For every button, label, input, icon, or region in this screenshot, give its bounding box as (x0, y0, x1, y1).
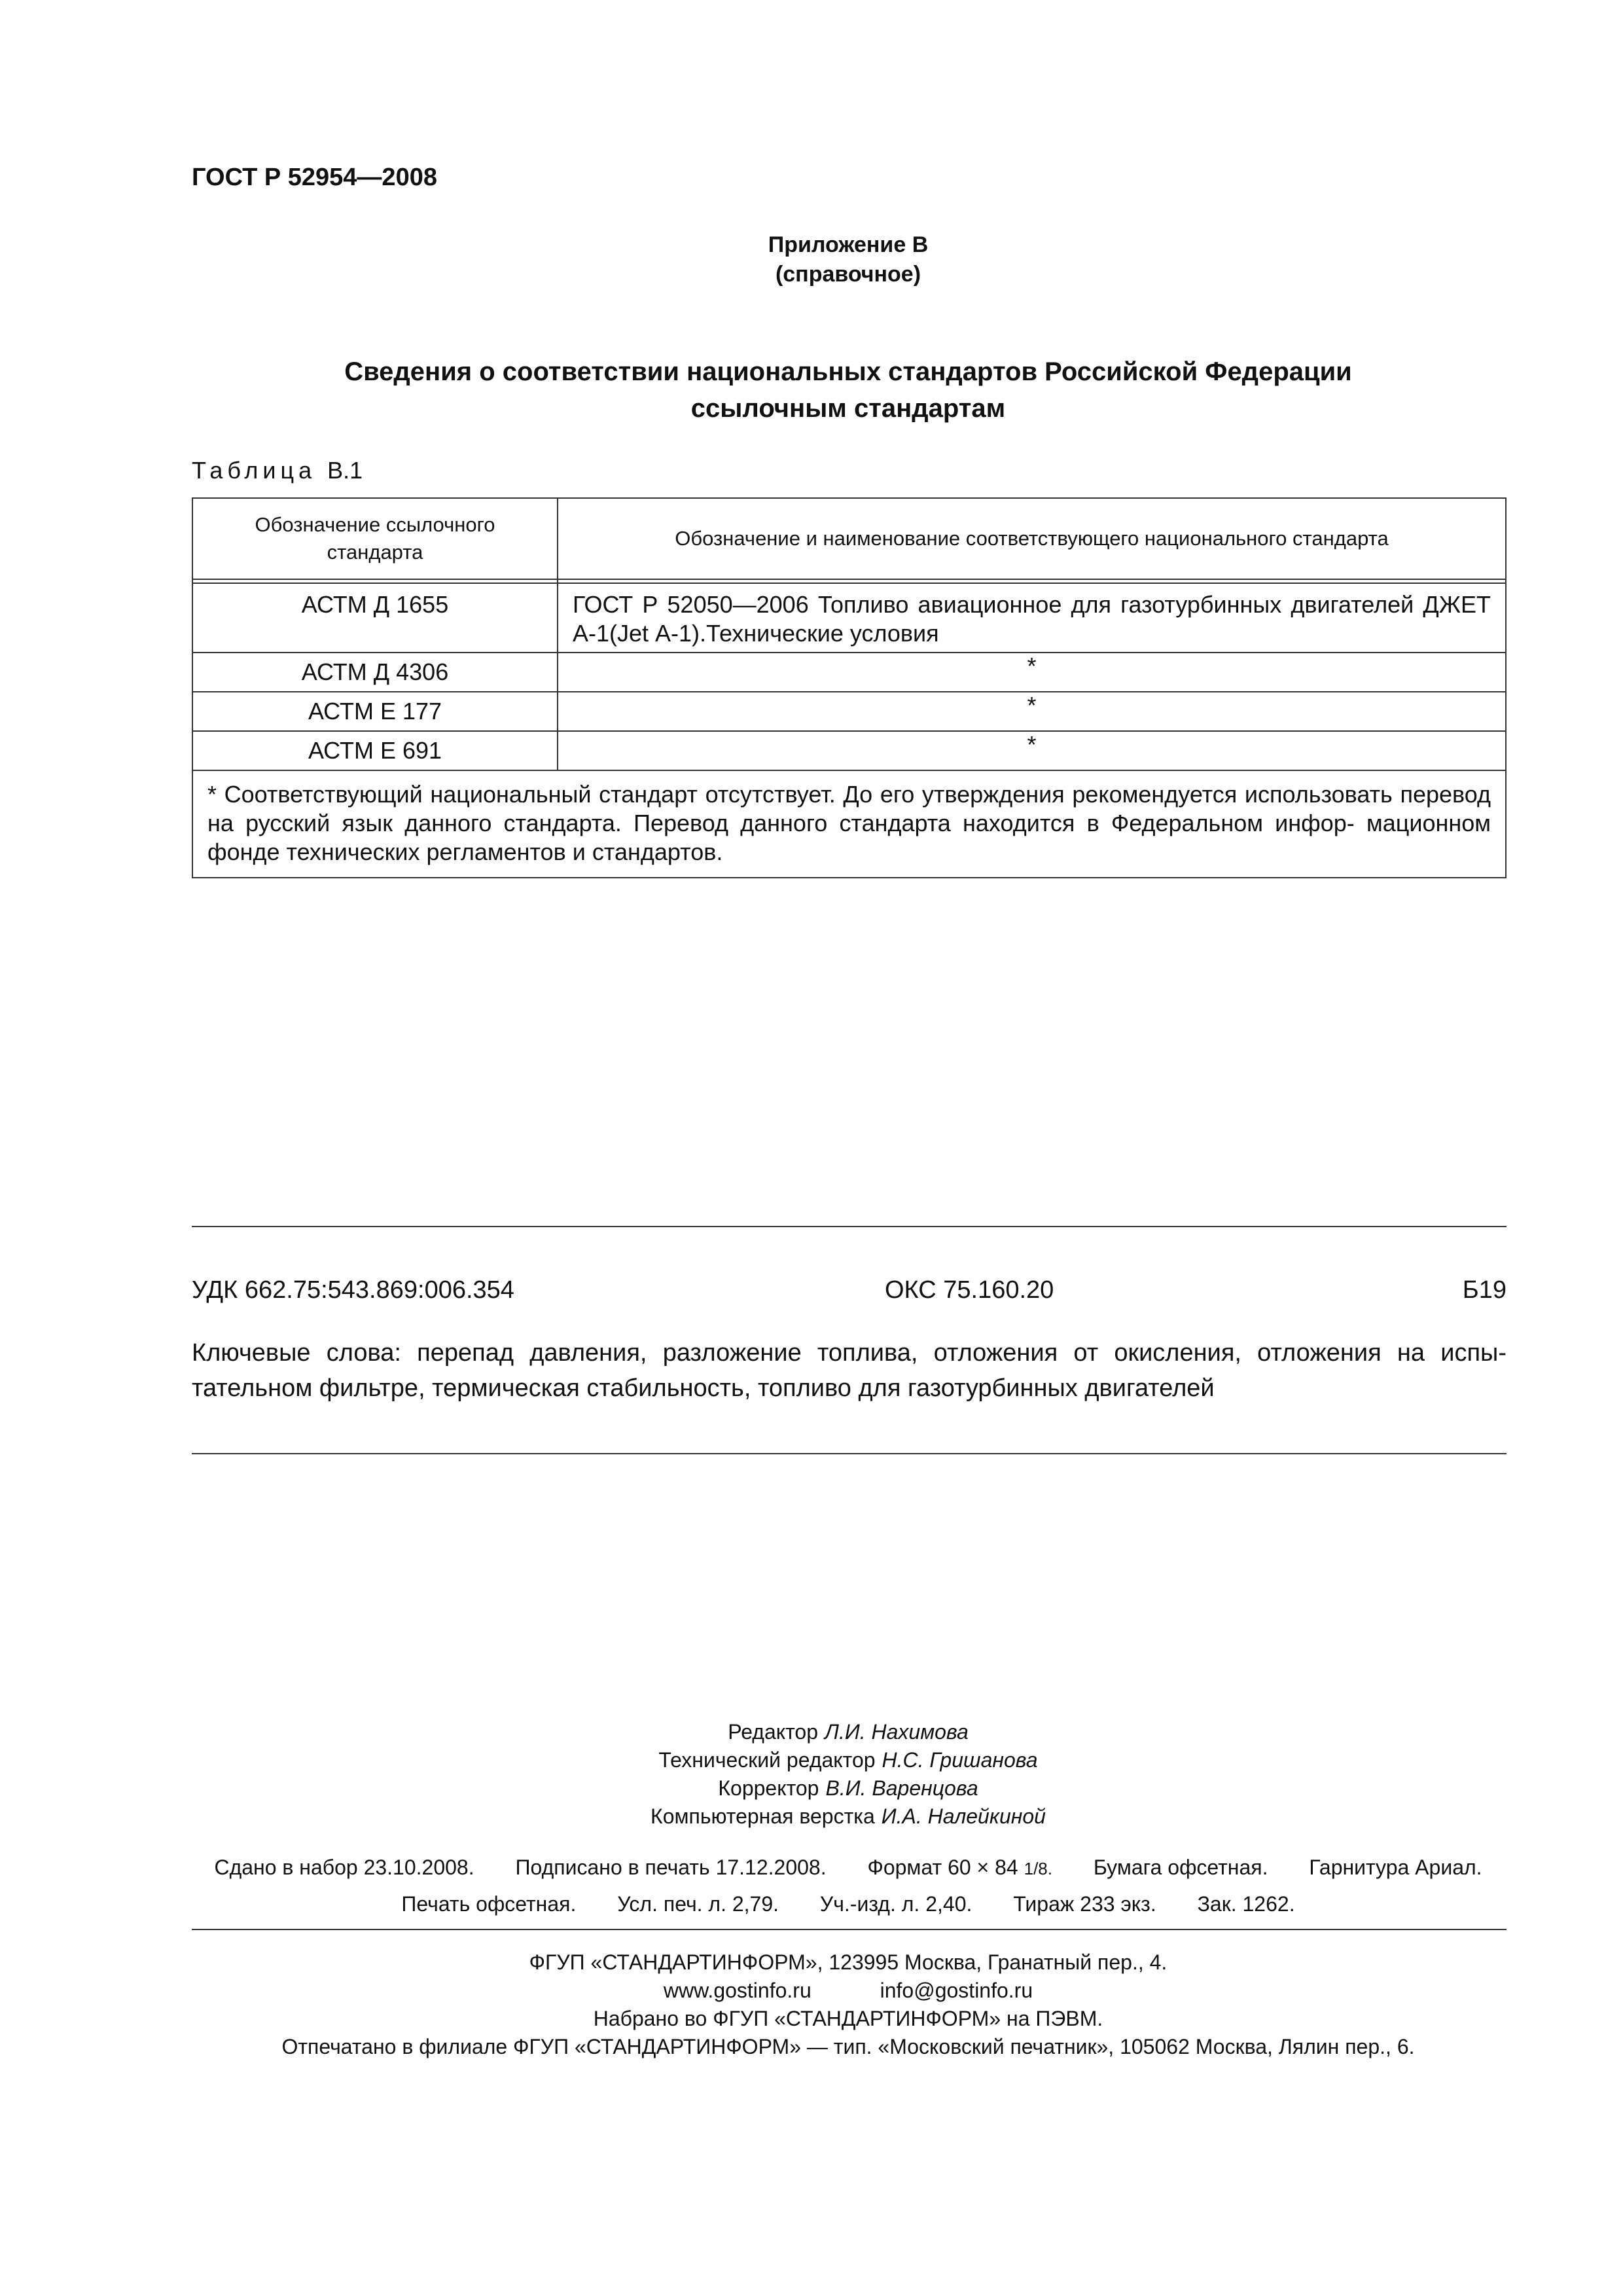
credit-tech-editor (0, 1748, 1623, 1772)
publisher-contacts (0, 1979, 1623, 2003)
table-row (192, 653, 1506, 692)
table-caption (192, 457, 363, 484)
email-link[interactable]: info@gostinfo.ru (880, 1979, 1033, 2002)
national-cell: * (558, 692, 1506, 731)
national-cell: ГОСТ Р 52050—2006 Топливо авиационное для газотурбинных двигателей ДЖЕТ А-1(Jet А-1).Технические условия (558, 583, 1506, 653)
national-cell: * (558, 731, 1506, 770)
format (868, 1856, 1052, 1879)
table-caption-number: В.1 (327, 457, 363, 484)
header-national-standard: Обозначение и наименование соответствующего национального стандарта (558, 498, 1506, 579)
ref-cell: АСТМ Д 1655 (192, 583, 558, 653)
category-code: Б19 (1462, 1276, 1507, 1304)
format-fraction: 1/8. (1024, 1859, 1052, 1878)
divider (192, 1226, 1507, 1227)
credit-corrector (0, 1776, 1623, 1801)
credit-label: Корректор (718, 1776, 819, 1800)
table-header-row (192, 498, 1506, 579)
keywords: Ключевые слова: перепад давления, разложение топлива, отложения от окисления, отложения на испы- тательном фильтре, термическая стабильность, топливо для газотурбинных двигателей (192, 1339, 1507, 1402)
printing-type: Печать офсетная. (401, 1892, 577, 1916)
print-sheets: Усл. печ. л. 2,79. (617, 1892, 779, 1916)
print-run: Тираж 233 экз. (1013, 1892, 1156, 1916)
national-cell: * (558, 653, 1506, 692)
typeface: Гарнитура Ариал. (1309, 1856, 1482, 1879)
ref-cell: АСТМ Е 691 (192, 731, 558, 770)
paper-type: Бумага офсетная. (1093, 1856, 1268, 1879)
publication-sheets: Уч.-изд. л. 2,40. (819, 1892, 972, 1916)
publication-info-row1 (0, 1856, 1623, 1880)
credit-name: Л.И. Нахимова (825, 1720, 969, 1744)
ref-cell: АСТМ Д 4306 (192, 653, 558, 692)
signed-date: Подписано в печать 17.12.2008. (515, 1856, 827, 1879)
credit-name: И.А. Налейкиной (881, 1804, 1046, 1828)
submitted-date: Сдано в набор 23.10.2008. (214, 1856, 474, 1879)
credit-label: Технический редактор (658, 1748, 876, 1772)
divider (192, 1929, 1507, 1930)
table-footnote: * Соответствующий национальный стандарт отсутствует. До его утверждения рекомендуется использовать перевод на русский язык данного стандарта. Перевод данного стандарта находится в Федеральном инфор- мационном фонде технических регламентов и стандартов. (192, 770, 1506, 878)
credit-label: Компьютерная верстка (651, 1804, 875, 1828)
document-number: ГОСТ Р 52954—2008 (192, 164, 437, 191)
udk-code: УДК 662.75:543.869:006.354 (192, 1276, 514, 1304)
credit-editor (0, 1720, 1623, 1744)
table-row (192, 692, 1506, 731)
section-title-line2: ссылочным стандартам (690, 394, 1006, 423)
oks-code: ОКС 75.160.20 (885, 1276, 1054, 1304)
section-title-line1: Сведения о соответствии национальных стандартов Российской Федерации (344, 357, 1352, 386)
credit-name: В.И. Варенцова (825, 1776, 978, 1800)
order-number: Зак. 1262. (1197, 1892, 1295, 1916)
printing-info: Отпечатано в филиале ФГУП «СТАНДАРТИНФОРМ» — тип. «Московский печатник», 105062 Москва, Лялин пер., 6. (281, 2035, 1415, 2058)
credit-name: Н.С. Гришанова (882, 1748, 1038, 1772)
publisher-address: ФГУП «СТАНДАРТИНФОРМ», 123995 Москва, Гранатный пер., 4. (529, 1950, 1168, 1974)
divider (192, 1453, 1507, 1454)
credit-layout (0, 1804, 1623, 1829)
format-prefix: Формат 60 × 84 (867, 1856, 1018, 1879)
table-row (192, 583, 1506, 653)
reference-standards-table (192, 497, 1507, 878)
publication-info-row2 (0, 1892, 1623, 1916)
table-caption-word: Таблица (192, 457, 317, 484)
appendix-title: Приложение В (768, 232, 929, 257)
ref-cell: АСТМ Е 177 (192, 692, 558, 731)
website-link[interactable]: www.gostinfo.ru (663, 1979, 812, 2002)
header-ref-standard: Обозначение ссылочного стандарта (192, 498, 558, 579)
table-note-row (192, 770, 1506, 878)
credit-label: Редактор (728, 1720, 818, 1744)
typeset-info: Набрано во ФГУП «СТАНДАРТИНФОРМ» на ПЭВМ. (593, 2007, 1103, 2030)
table-row (192, 731, 1506, 770)
section-title (192, 353, 1505, 427)
appendix-type: (справочное) (775, 262, 921, 287)
